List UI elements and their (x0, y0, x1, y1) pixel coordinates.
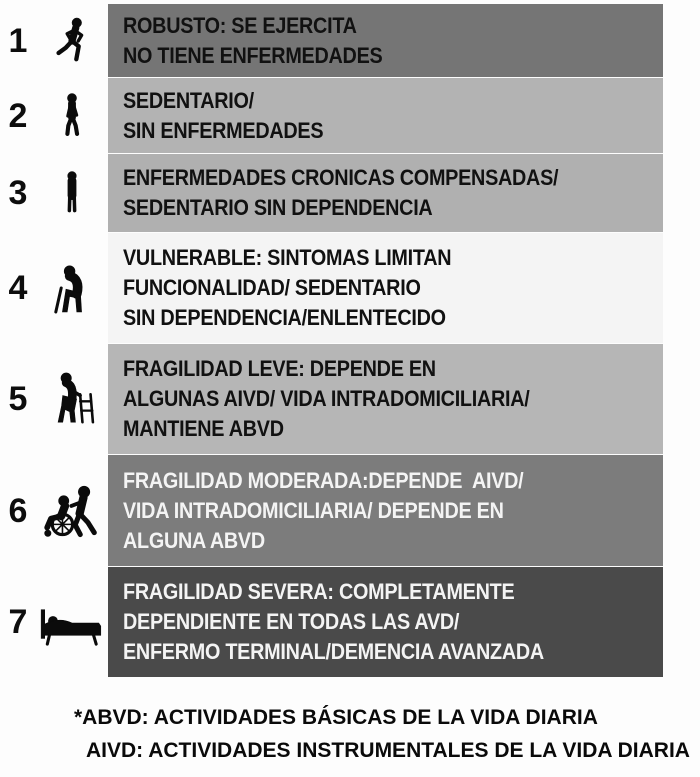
level-box (108, 344, 663, 454)
level-number: 5 (8, 380, 28, 418)
level-text (123, 466, 609, 556)
level-text-line: SEDENTARIO SIN DEPENDENCIA (123, 195, 433, 220)
scale-row-5 (0, 344, 700, 454)
level-text (123, 577, 609, 667)
scale-row-7 (0, 567, 700, 677)
runner-icon (48, 8, 96, 74)
scale-row-4 (0, 233, 700, 343)
person-in-bed-icon (36, 594, 108, 650)
level-text-line: NO TIENE ENFERMEDADES (123, 42, 383, 68)
level-text-line: ENFERMO TERMINAL/DEMENCIA AVANZADA (123, 639, 544, 664)
level-text-line: VULNERABLE: SINTOMAS LIMITAN (123, 245, 452, 270)
level-text-line: SEDENTARIO/ (123, 87, 254, 113)
level-text-line: FRAGILIDAD SEVERA: COMPLETAMENTE (123, 579, 515, 604)
level-text-line: VIDA INTRADOMICILIARIA/ DEPENDE EN (123, 497, 504, 523)
level-box (108, 4, 663, 77)
scale-row-6 (0, 455, 700, 566)
level-number: 6 (8, 491, 28, 530)
level-number: 7 (8, 603, 28, 641)
level-box (108, 567, 663, 677)
level-box (108, 455, 663, 566)
level-text-line: ALGUNA ABVD (123, 527, 265, 553)
footnote-abvd: *ABVD: ACTIVIDADES BÁSICAS DE LA VIDA DIARIA (74, 706, 598, 729)
stooped-person-cane-icon (42, 245, 102, 331)
footnote-aivd: AIVD: ACTIVIDADES INSTRUMENTALES DE LA VIDA DIARIA (86, 739, 690, 762)
level-box (108, 78, 663, 153)
person-with-walker-icon (43, 360, 101, 438)
icon-wrap (36, 233, 108, 343)
level-box (108, 233, 663, 343)
level-text-line: SIN DEPENDENCIA/ENLENTECIDO (123, 305, 446, 330)
level-number: 1 (8, 21, 28, 60)
level-text-line: ALGUNAS AIVD/ VIDA INTRADOMICILIARIA/ (123, 386, 530, 411)
level-number: 4 (8, 269, 28, 307)
scale-row-2 (0, 78, 700, 153)
icon-wrap (36, 455, 108, 566)
level-number: 3 (8, 174, 28, 212)
level-box (108, 154, 663, 232)
level-text-line: FUNCIONALIDAD/ SEDENTARIO (123, 275, 421, 300)
level-text-line: MANTIENE ABVD (123, 416, 284, 441)
icon-wrap (36, 567, 108, 677)
level-text-line: ROBUSTO: SE EJERCITA (123, 12, 357, 38)
level-text-line: FRAGILIDAD MODERADA:DEPENDE AIVD/ (123, 467, 524, 493)
level-text (123, 86, 609, 146)
icon-wrap (36, 344, 108, 454)
level-text-line: SIN ENFERMEDADES (123, 117, 324, 143)
level-text (123, 11, 609, 71)
scale-row-1 (0, 4, 700, 77)
level-text-line: DEPENDIENTE EN TODAS LAS AVD/ (123, 609, 460, 634)
level-number: 2 (8, 96, 28, 135)
level-text (123, 163, 609, 223)
icon-wrap (36, 4, 108, 77)
walking-person-icon (49, 82, 95, 150)
icon-wrap (36, 154, 108, 232)
level-text-line: ENFERMEDADES CRONICAS COMPENSADAS/ (123, 165, 559, 190)
level-text (123, 243, 609, 333)
wheelchair-person-icon (37, 478, 107, 544)
level-text (123, 354, 609, 444)
scale-row-3 (0, 154, 700, 232)
level-text-line: FRAGILIDAD LEVE: DEPENDE EN (123, 356, 436, 381)
footnotes (0, 701, 700, 767)
standing-person-icon (50, 160, 94, 226)
icon-wrap (36, 78, 108, 153)
